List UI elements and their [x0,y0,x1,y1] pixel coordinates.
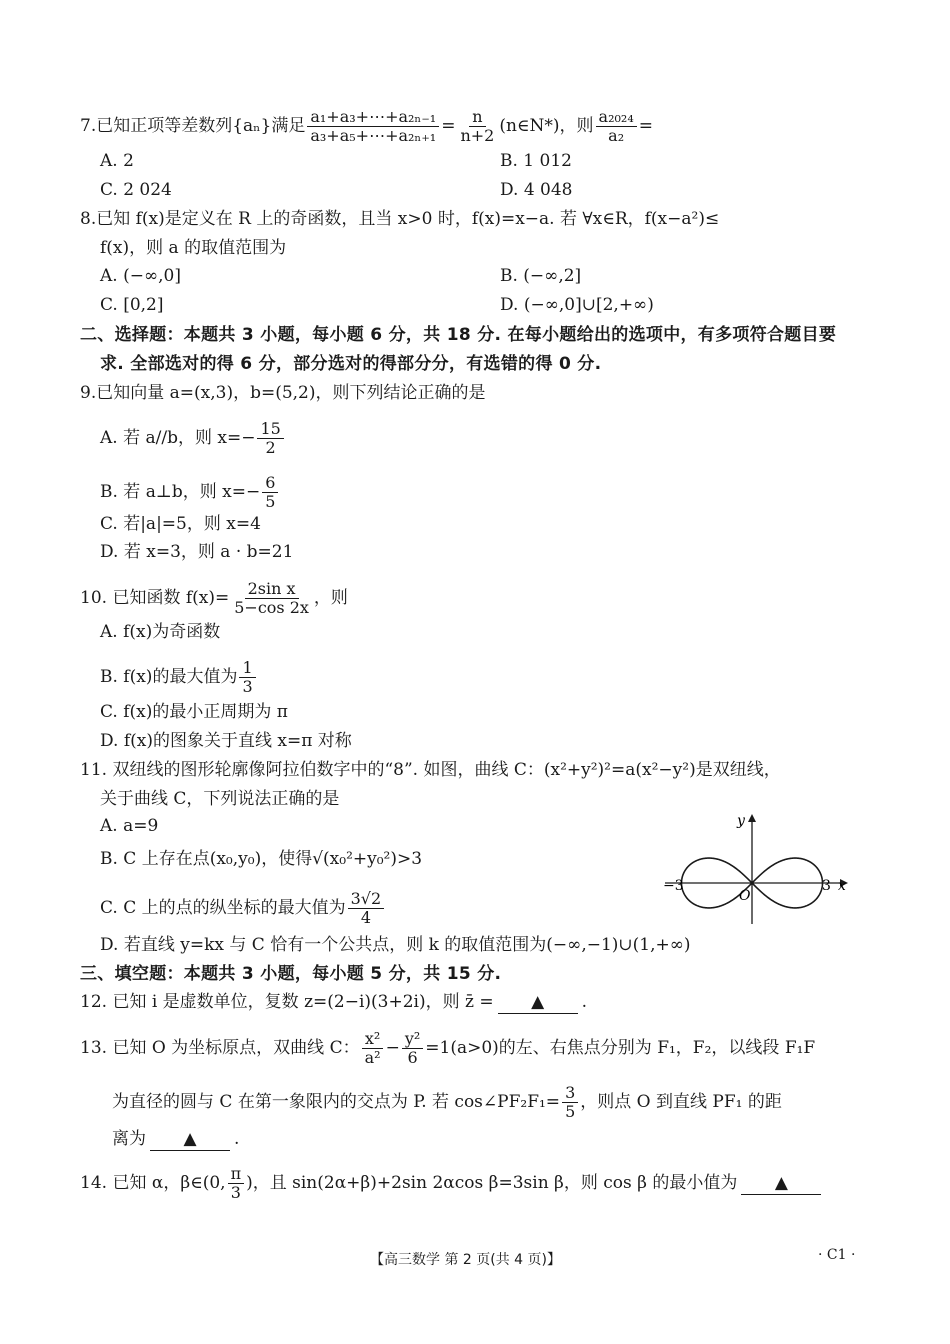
q14-stem [80,1165,825,1202]
q10-frac-num: 2sin x [245,580,299,599]
q7-option-c: C. 2 024 [100,180,172,200]
q10-stem-post: ，则 [313,588,348,608]
q7-frac3-den: a₂ [608,126,625,145]
q7-frac1-num: a₁+a₃+⋯+a₂ₙ₋₁ [307,108,439,127]
q14-text-pre: 14. 已知 α，β∈(0, [80,1173,226,1193]
q7-frac1-den: a₃+a₅+⋯+a₂ₙ₊₁ [310,126,437,145]
q8-stem-line1: 8.已知 f(x)是定义在 R 上的奇函数，且当 x>0 时，f(x)=x−a. 若 ∀x∈R，f(x−a²)≤ [80,209,720,229]
q12-answer-blank[interactable]: ▲ [498,991,578,1014]
q7-stem [80,108,653,145]
q10-option-b-text: B. f(x)的最大值为 [100,667,238,687]
q9-option-b-text: B. 若 a⊥b，则 x=− [100,482,261,502]
q11-option-d: D. 若直线 y=kx 与 C 恰有一个公共点，则 k 的取值范围为(−∞,−1)∪(1,+∞) [100,935,691,955]
q11-option-c [100,890,386,927]
q7-stem-text: 7.已知正项等差数列{aₙ}满足 [80,116,306,136]
q13-answer-blank[interactable]: ▲ [150,1128,230,1151]
q14-answer-blank[interactable]: ▲ [741,1172,821,1195]
q10-option-b-fraction [239,659,255,696]
section2-heading-line2: 求. 全部选对的得 6 分，部分选对的得部分分，有选错的得 0 分. [100,354,602,374]
q12-stem [80,991,587,1014]
q13-end: . [234,1129,240,1149]
q11-option-c-text: C. C 上的点的纵坐标的最大值为 [100,898,346,918]
q11-option-b: B. C 上存在点(x₀,y₀)，使得√(x₀²+y₀²)>3 [100,849,423,869]
section2-heading-line1: 二、选择题：本题共 3 小题，每小题 6 分，共 18 分. 在每小题给出的选项中，有多项符合题目要 [80,325,837,345]
q7-fraction-1 [307,108,439,145]
q13-line2-fraction [562,1084,578,1121]
q8-option-c: C. [0,2] [100,295,164,315]
fig-label-x: x [838,878,846,894]
q9-b-den: 5 [265,492,276,511]
q13-text-post: =1(a>0)的左、右焦点分别为 F₁，F₂，以线段 F₁F [425,1038,816,1058]
q9-option-b-fraction [262,474,278,511]
q9-a-den: 2 [265,438,276,457]
page-code: · C1 · [818,1247,856,1263]
q13-line3 [112,1128,239,1151]
q13-line2 [112,1084,782,1121]
q8-option-a: A. (−∞,0] [100,266,181,286]
q7-option-b: B. 1 012 [500,151,572,171]
q11-stem-line1: 11. 双纽线的图形轮廓像阿拉伯数字中的“8”. 如图，曲线 C：(x²+y²)²=a(x²−y²)是双纽线， [80,760,781,780]
q12-stem-text: 12. 已知 i 是虚数单位，复数 z=(2−i)(3+2i)，则 z̄ = [80,992,494,1012]
q7-fraction-2 [457,108,497,145]
q13-line3-text: 离为 [112,1129,146,1149]
page-footer: 【高三数学 第 2 页(共 4 页)】 [370,1252,561,1268]
q13-text-pre: 13. 已知 O 为坐标原点，双曲线 C： [80,1038,360,1058]
q7-eq: = [441,116,456,136]
q9-option-c: C. 若|a|=5，则 x=4 [100,514,261,534]
q8-stem-line2: f(x)，则 a 的取值范围为 [100,238,287,258]
q14-fraction [228,1165,245,1202]
q13-l2-den: 5 [565,1102,576,1121]
q13-line1 [80,1030,815,1067]
fig-label-y: y [737,813,745,829]
q7-frac2-den: n+2 [460,126,495,145]
q12-end: . [581,992,588,1012]
q13-f1-num: x² [362,1030,383,1049]
q9-option-b [100,474,280,511]
q14-text-post: )，且 sin(2α+β)+2sin 2αcos β=3sin β，则 cos β 的最小值为 [246,1173,738,1193]
q10-frac-den: 5−cos 2x [234,598,309,617]
q11-option-c-fraction [348,890,385,927]
q7-fraction-3 [596,108,637,145]
q13-fraction-x [362,1030,384,1067]
q10-option-d: D. f(x)的图象关于直线 x=π 对称 [100,731,352,751]
q9-a-num: 15 [257,420,283,439]
q13-f2-den: 6 [407,1048,418,1067]
section3-heading: 三、填空题：本题共 3 小题，每小题 5 分，共 15 分. [80,964,502,984]
q14-den: 3 [230,1183,241,1202]
q10-b-den: 3 [242,677,253,696]
q10-b-num: 1 [239,659,255,678]
fig-label-origin: O [739,888,751,904]
q7-option-a: A. 2 [100,151,134,171]
q13-line2-pre: 为直径的圆与 C 在第一象限内的交点为 P. 若 cos∠PF₂F₁= [112,1092,561,1112]
q8-option-b: B. (−∞,2] [500,266,582,286]
lemniscate-figure [655,808,855,926]
q7-frac2-num: n [469,108,485,127]
q7-option-d: D. 4 048 [500,180,573,200]
y-axis-arrow [748,814,756,822]
q11-c-num: 3√2 [348,890,385,909]
q13-f2-num: y² [402,1030,423,1049]
q13-fraction-y [402,1030,423,1067]
q10-option-a: A. f(x)为奇函数 [100,622,221,642]
q13-f1-den: a² [364,1048,381,1067]
q11-c-den: 4 [360,908,371,927]
fig-label-neg3: −3 [663,878,684,894]
q10-stem [80,580,348,617]
q9-option-a-fraction [257,420,283,457]
q7-cond: (n∈N*)，则 [499,116,594,136]
q10-option-b [100,659,258,696]
fig-label-pos3: 3 [822,878,831,894]
q9-stem: 9.已知向量 a=(x,3)，b=(5,2)，则下列结论正确的是 [80,383,486,403]
q11-stem-line2: 关于曲线 C，下列说法正确的是 [100,789,340,809]
q7-frac3-num: a₂₀₂₄ [596,108,637,127]
q9-option-a [100,420,286,457]
q8-option-d: D. (−∞,0]∪[2,+∞) [500,295,654,315]
q10-option-c: C. f(x)的最小正周期为 π [100,702,288,722]
q13-l2-num: 3 [562,1084,578,1103]
q10-fraction [231,580,312,617]
q13-minus: − [385,1038,400,1058]
q9-option-d: D. 若 x=3，则 a · b=21 [100,542,294,562]
q14-num: π [228,1165,245,1184]
q11-option-a: A. a=9 [100,816,159,836]
q9-option-a-text: A. 若 a//b，则 x=− [100,428,256,448]
q9-b-num: 6 [262,474,278,493]
q10-stem-text: 10. 已知函数 f(x)= [80,588,230,608]
q13-line2-post: ，则点 O 到直线 PF₁ 的距 [580,1092,782,1112]
q7-tail: = [638,116,653,136]
